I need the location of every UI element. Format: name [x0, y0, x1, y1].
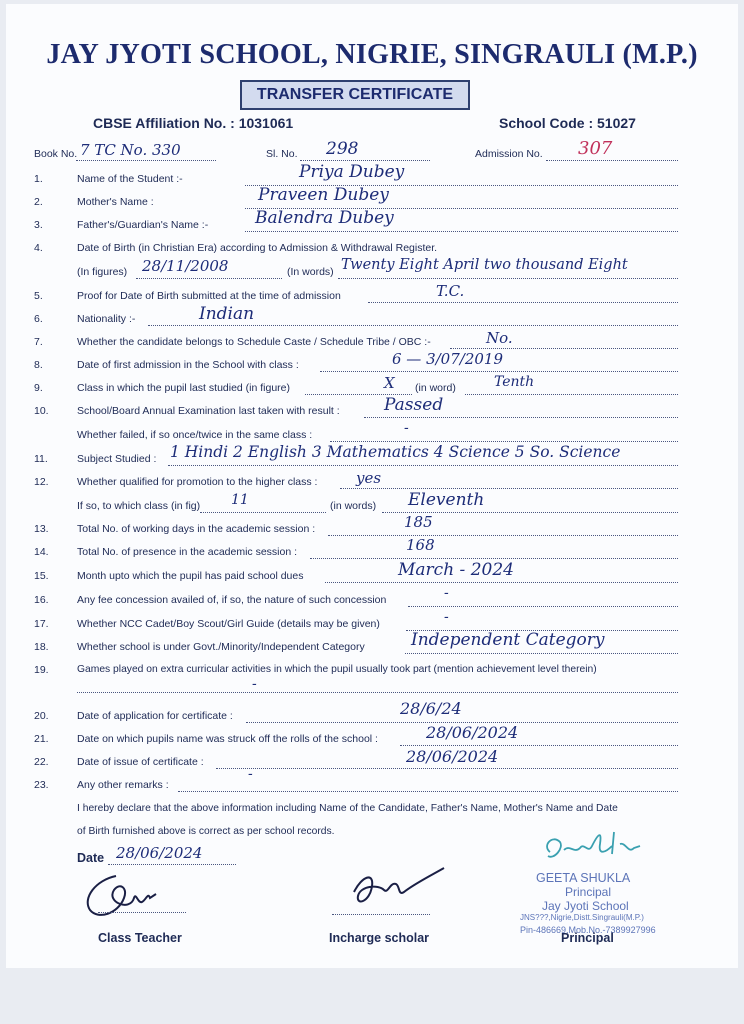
book-no-value: 7 TC No. 330 [80, 141, 181, 159]
principal-label: Principal [561, 931, 614, 945]
item-number: 22. [34, 756, 49, 768]
caste-label: Whether the candidate belongs to Schedule Caste / Schedule Tribe / OBC :- [77, 336, 431, 348]
field-line [148, 325, 678, 326]
first-admission-label: Date of first admission in the School with class : [77, 359, 299, 371]
student-name-value: Priya Dubey [299, 162, 405, 182]
issue-date-value: 28/06/2024 [406, 747, 499, 766]
games-value: - [252, 676, 257, 692]
dob-proof-value: T.C. [436, 282, 465, 300]
item-number: 15. [34, 570, 49, 582]
class-teacher-signature [76, 868, 186, 928]
footer-date-value: 28/06/2024 [116, 844, 203, 862]
dues-label: Month upto which the pupil has paid school dues [77, 570, 304, 582]
subjects-value: 1 Hindi 2 English 3 Mathematics 4 Science 5 So. Science [170, 443, 621, 461]
item-number: 9. [34, 382, 43, 394]
nationality-label: Nationality :- [77, 313, 136, 325]
item-number: 2. [34, 196, 43, 208]
promotion-label: Whether qualified for promotion to the higher class : [77, 476, 318, 488]
field-line [168, 465, 678, 466]
remarks-label: Any other remarks : [77, 779, 169, 791]
field-line [450, 348, 678, 349]
field-line [216, 768, 678, 769]
field-line [200, 512, 326, 513]
working-days-label: Total No. of working days in the academic session : [77, 523, 316, 535]
failed-value: - [404, 420, 409, 436]
caste-value: No. [486, 329, 513, 347]
fee-concession-label: Any fee concession availed of, if so, the nature of such concession [77, 594, 387, 606]
presence-value: 168 [406, 536, 435, 554]
item-number: 13. [34, 523, 49, 535]
promotion-class-figure-value: 11 [231, 492, 249, 508]
item-number: 5. [34, 290, 43, 302]
stamp-principal-name: GEETA SHUKLA [536, 871, 631, 885]
item-number: 20. [34, 710, 49, 722]
ncc-label: Whether NCC Cadet/Boy Scout/Girl Guide (details may be given) [77, 618, 380, 630]
field-line [108, 864, 236, 865]
dob-label: Date of Birth (in Christian Era) according to Admission & Withdrawal Register. [77, 242, 438, 254]
dob-figures-value: 28/11/2008 [142, 257, 229, 275]
admission-no-line [546, 160, 678, 161]
school-name: JAY JYOTI SCHOOL, NIGRIE, SINGRAULI (M.P.) [46, 38, 698, 70]
games-label: Games played on extra curricular activities in which the pupil usually took part (mention achievement level therein) [77, 664, 597, 675]
promotion-words-value: Eleventh [408, 490, 485, 510]
last-class-label: Class in which the pupil last studied (in figure) [77, 382, 291, 394]
certificate-title: TRANSFER CERTIFICATE [240, 80, 470, 110]
incharge-signature [344, 862, 454, 917]
promotion-class-label: If so, to which class (in fig) [77, 500, 201, 512]
book-no-label: Book No. [34, 148, 78, 160]
class-teacher-label: Class Teacher [98, 931, 182, 945]
field-line [310, 558, 678, 559]
item-number: 23. [34, 779, 49, 791]
field-line [330, 441, 678, 442]
father-name-label: Father's/Guardian's Name :- [77, 219, 209, 231]
category-label: Whether school is under Govt./Minority/Independent Category [77, 641, 365, 653]
item-number: 14. [34, 546, 49, 558]
first-admission-value: 6 — 3/07/2019 [392, 350, 503, 368]
item-number: 18. [34, 641, 49, 653]
item-number: 17. [34, 618, 49, 630]
ncc-value: - [444, 609, 449, 625]
struck-off-date-value: 28/06/2024 [426, 723, 519, 742]
item-number: 16. [34, 594, 49, 606]
application-date-value: 28/6/24 [400, 699, 462, 718]
dob-proof-label: Proof for Date of Birth submitted at the time of admission [77, 290, 341, 302]
field-line [245, 231, 678, 232]
field-line [338, 278, 678, 279]
field-line [136, 278, 282, 279]
category-value: Independent Category [411, 630, 605, 650]
mother-name-label: Mother's Name : [77, 196, 154, 208]
item-number: 21. [34, 733, 49, 745]
stamp-principal-title: Principal [565, 885, 612, 899]
promotion-words-label: (in words) [330, 500, 377, 512]
declaration-line-1: I hereby declare that the above information including Name of the Candidate, Father's Name, Mother's Name and Date [77, 803, 618, 814]
incharge-line [332, 914, 430, 915]
field-line [340, 488, 678, 489]
dues-value: March - 2024 [398, 560, 514, 580]
item-number: 19. [34, 664, 49, 676]
exam-result-label: School/Board Annual Examination last taken with result : [77, 405, 340, 417]
dob-words-value: Twenty Eight April two thousand Eight [341, 257, 628, 273]
book-no-line [76, 160, 216, 161]
last-class-word-value: Tenth [494, 374, 535, 390]
dob-words-label: (In words) [287, 266, 334, 278]
admission-no-label: Admission No. [475, 148, 543, 160]
field-line [465, 394, 678, 395]
field-line [408, 606, 678, 607]
field-line [320, 371, 678, 372]
incharge-label: Incharge scholar [329, 931, 430, 945]
sl-no-line [300, 160, 430, 161]
item-number: 6. [34, 313, 43, 325]
school-code: School Code : 51027 [499, 115, 636, 131]
application-date-label: Date of application for certificate : [77, 710, 233, 722]
dob-figures-label: (In figures) [77, 266, 128, 278]
item-number: 4. [34, 242, 43, 254]
working-days-value: 185 [404, 513, 433, 531]
issue-date-label: Date of issue of certificate : [77, 756, 204, 768]
remarks-value: - [248, 766, 253, 782]
item-number: 3. [34, 219, 43, 231]
item-number: 1. [34, 173, 43, 185]
class-teacher-line [98, 912, 186, 913]
field-line [325, 582, 678, 583]
field-line [364, 417, 678, 418]
presence-label: Total No. of presence in the academic session : [77, 546, 298, 558]
item-number: 12. [34, 476, 49, 488]
item-number: 7. [34, 336, 43, 348]
sl-no-label: Sl. No. [266, 148, 298, 160]
sl-no-value: 298 [326, 139, 359, 159]
affiliation-number: CBSE Affiliation No. : 1031061 [93, 115, 294, 131]
nationality-value: Indian [199, 304, 255, 324]
principal-signature [540, 824, 660, 872]
last-class-word-label: (in word) [415, 382, 456, 394]
item-number: 11. [34, 453, 48, 465]
failed-label: Whether failed, if so once/twice in the same class : [77, 429, 313, 441]
stamp-school-name: Jay Jyoti School [542, 899, 629, 913]
student-name-label: Name of the Student :- [77, 173, 183, 185]
exam-result-value: Passed [384, 395, 444, 415]
fee-concession-value: - [444, 585, 449, 601]
father-name-value: Balendra Dubey [255, 208, 394, 228]
field-line [178, 791, 678, 792]
declaration-line-2: of Birth furnished above is correct as per school records. [77, 826, 335, 837]
field-line [328, 535, 678, 536]
struck-off-date-label: Date on which pupils name was struck off the rolls of the school : [77, 733, 378, 745]
item-number: 10. [34, 405, 49, 417]
footer-date-label: Date [77, 851, 105, 865]
subjects-label: Subject Studied : [77, 453, 157, 465]
stamp-address: JNS???,Nigrie,Distt.Singrauli(M.P.) [520, 913, 644, 922]
mother-name-value: Praveen Dubey [258, 185, 389, 205]
stamp-pin: Pin-486669,Mob.No.-7389927996 [520, 925, 656, 935]
admission-no-value: 307 [578, 138, 613, 159]
last-class-figure-value: X [384, 374, 395, 392]
promotion-value: yes [356, 469, 382, 487]
item-number: 8. [34, 359, 43, 371]
field-line [368, 302, 678, 303]
field-line [400, 745, 678, 746]
field-line [405, 653, 678, 654]
field-line [77, 692, 678, 693]
